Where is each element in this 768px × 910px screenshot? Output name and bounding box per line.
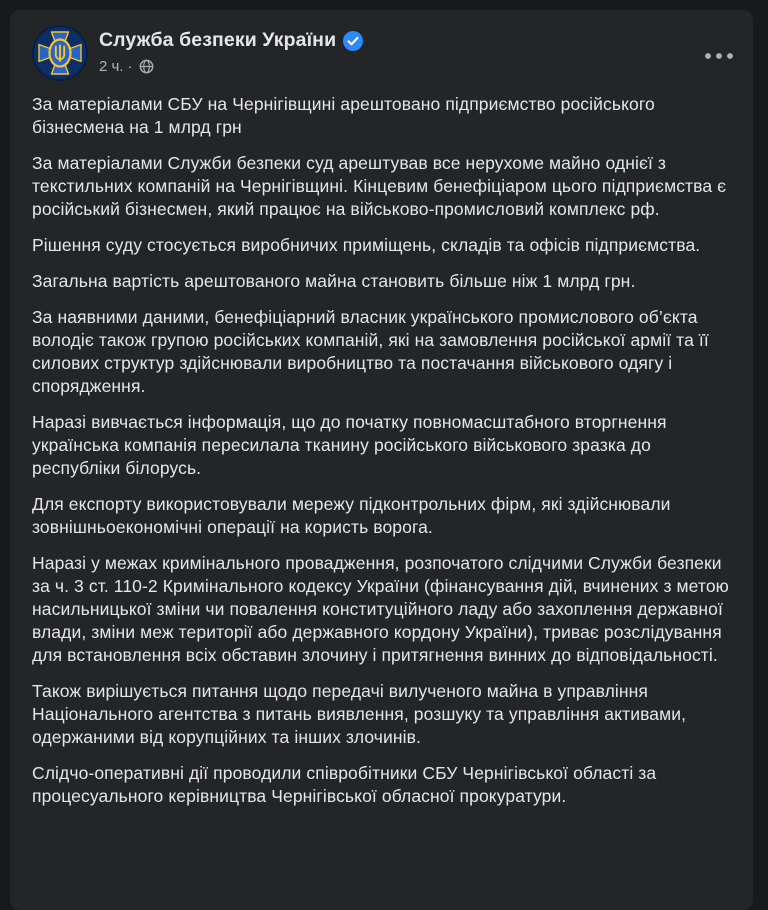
post-options-button[interactable] <box>699 36 739 76</box>
ellipsis-icon <box>703 51 735 61</box>
page-name[interactable]: Служба безпеки України <box>99 29 337 51</box>
globe-icon <box>139 59 154 74</box>
post-paragraph: Загальна вартість арештованого майна становить більше ніж 1 млрд грн. <box>32 271 636 291</box>
post-paragraph: Також вирішується питання щодо передачі вилученого майна в управління Національного агентства з питань виявлення, розшуку та управління активами, одержаними від корупційних та інших злочинів. <box>32 681 687 747</box>
post-paragraph: Рішення суду стосується виробничих приміщень, складів та офісів підприємства. <box>32 235 701 255</box>
verified-badge-icon <box>343 31 363 51</box>
post-paragraph: Слідчо-оперативні дії проводили співробітники СБУ Чернігівської області за процесуального керівництва Чернігівської обласної прокуратури. <box>32 763 657 806</box>
post-header <box>10 10 753 81</box>
post-card <box>10 10 753 910</box>
sbu-emblem-icon <box>32 25 88 81</box>
post-paragraph: Наразі у межах кримінального провадження, розпочатого слідчими Служби безпеки за ч. 3 ст. 110-2 Кримінального кодексу України (фінансування дій, вчинених з метою насильницької зміни чи повалення конституційного ладу або захоплення державної влади, зміни меж території або державного кордону України), триває розслідування для встановлення всіх обставин злочину і притягнення винних до відповідальності. <box>32 553 729 665</box>
timestamp[interactable]: 2 ч. <box>99 58 124 75</box>
post-meta <box>99 58 363 75</box>
post-paragraph: За матеріалами Служби безпеки суд арештував все нерухоме майно однієї з текстильних компаній на Чернігівщині. Кінцевим бенефіціаром цього підприємства є російський бізнесмен, який працює на військово-промисловий комплекс рф. <box>32 153 727 219</box>
post-header-info <box>99 25 363 81</box>
post-paragraph: Наразі вивчається інформація, що до початку повномасштабного вторгнення українська компанія пересилала тканину російського військового зразка до республіки білорусь. <box>32 412 667 478</box>
meta-separator: · <box>127 58 133 75</box>
post-paragraph: Для експорту використовували мережу підконтрольних фірм, які здійснювали зовнішньоекономічні операції на користь ворога. <box>32 494 671 537</box>
post-paragraph: За наявними даними, бенефіціарний власник українського промислового об’єкта володіє також групою російських компаній, які на замовлення російської армії та її силових структур здійснювали виробництво та постачання військового одягу і спорядження. <box>32 307 709 396</box>
post-text <box>10 81 753 837</box>
post-paragraph: За матеріалами СБУ на Чернігівщині арештовано підприємство російського бізнесмена на 1 млрд грн <box>32 94 655 137</box>
page-avatar[interactable] <box>32 25 88 81</box>
